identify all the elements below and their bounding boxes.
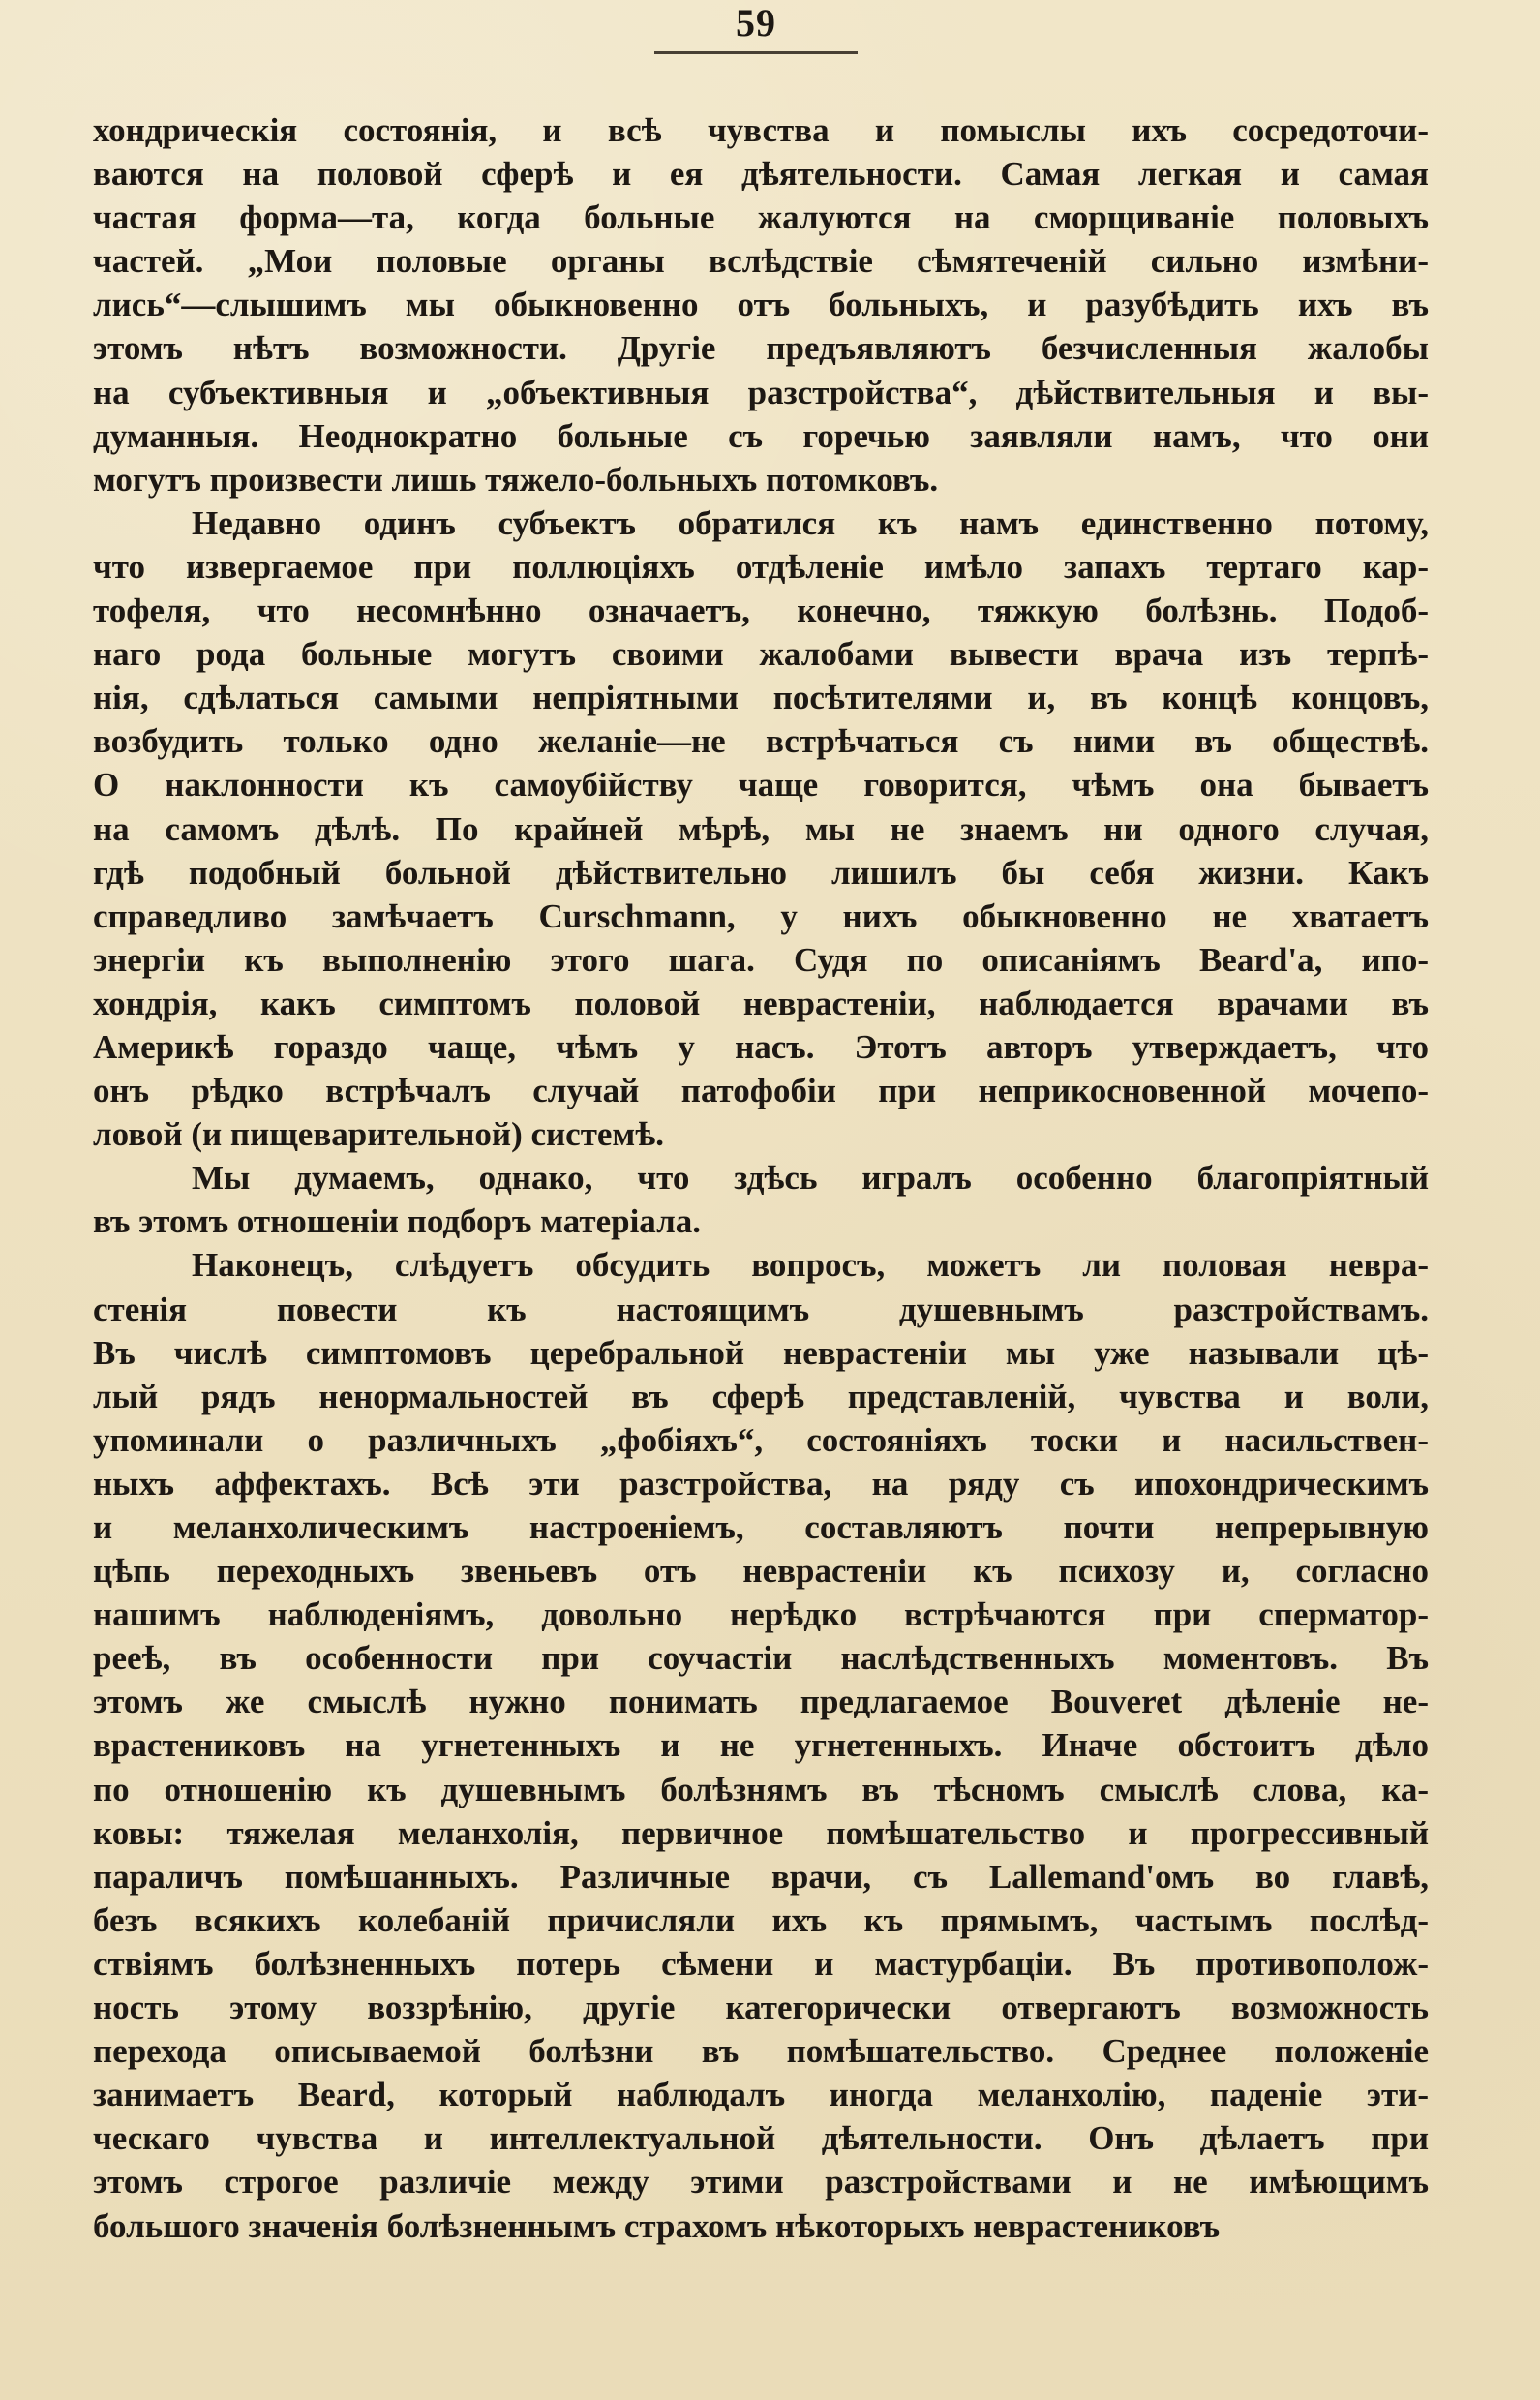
header-rule bbox=[654, 51, 858, 54]
text-line-32 bbox=[93, 1462, 1429, 1505]
text-line-45 bbox=[93, 2029, 1429, 2073]
text-line-content: хондрія, какъ симптомъ половой неврастеніи, наблюдается врачами въ bbox=[93, 984, 1429, 1022]
text-line-1 bbox=[93, 108, 1429, 152]
text-line-10 bbox=[93, 501, 1429, 545]
text-line-content: упоминали о различныхъ „фобіяхъ“, состояніяхъ тоски и насильствен- bbox=[93, 1420, 1429, 1459]
text-line-4 bbox=[93, 239, 1429, 283]
text-line-content: перехода описываемой болѣзни въ помѣшательство. Среднее положеніе bbox=[93, 2032, 1429, 2071]
text-line-content: цѣпь переходныхъ звеньевъ отъ неврастеніи къ психозу и, согласно bbox=[93, 1552, 1429, 1591]
text-line-40 bbox=[93, 1811, 1429, 1855]
text-line-38 bbox=[93, 1723, 1429, 1767]
text-line-26 bbox=[93, 1200, 1429, 1243]
text-line-3 bbox=[93, 196, 1429, 239]
text-line-16 bbox=[93, 763, 1429, 806]
text-line-44 bbox=[93, 1986, 1429, 2029]
text-line-39 bbox=[93, 1768, 1429, 1811]
text-line-48 bbox=[93, 2160, 1429, 2203]
text-line-19 bbox=[93, 895, 1429, 938]
text-line-content: ность этому воззрѣнію, другіе категорически отвергаютъ возможность bbox=[93, 1989, 1429, 2027]
text-line-content: что извергаемое при поллюціяхъ отдѣленіе имѣло запахъ тертаго кар- bbox=[93, 547, 1429, 586]
text-line-22 bbox=[93, 1025, 1429, 1069]
text-line-34 bbox=[93, 1549, 1429, 1593]
text-line-content: могутъ произвести лишь тяжело-больныхъ потомковъ. bbox=[93, 460, 939, 499]
text-line-content: ствіямъ болѣзненныхъ потерь сѣмени и мастурбаціи. Въ противополож- bbox=[93, 1944, 1429, 1983]
text-line-content: справедливо замѣчаетъ Curschmann, у нихъ обыкновенно не хватаетъ bbox=[93, 896, 1429, 935]
text-line-content: нія, сдѣлаться самыми непріятными посѣтителями и, въ концѣ концовъ, bbox=[93, 679, 1429, 717]
text-line-content: Недавно одинъ субъектъ обратился къ намъ единственно потому, bbox=[192, 503, 1429, 542]
text-line-content: параличъ помѣшанныхъ. Различные врачи, съ Lallemand'омъ во главѣ, bbox=[93, 1857, 1429, 1896]
text-line-content: тофеля, что несомнѣнно означаетъ, конечно, тяжкую болѣзнь. Подоб- bbox=[93, 592, 1429, 630]
text-line-21 bbox=[93, 982, 1429, 1025]
text-line-content: хондрическія состоянія, и всѣ чувства и помыслы ихъ сосредоточи- bbox=[93, 111, 1429, 149]
text-line-content: большого значенія болѣзненнымъ страхомъ нѣкоторыхъ неврастениковъ bbox=[93, 2206, 1221, 2245]
text-line-content: частей. „Мои половые органы вслѣдствіе сѣмятеченій сильно измѣни- bbox=[93, 242, 1429, 281]
text-line-25 bbox=[93, 1156, 1429, 1200]
text-line-11 bbox=[93, 545, 1429, 589]
page-number: 59 bbox=[736, 1, 776, 45]
text-line-content: думанныя. Неоднократно больные съ горечью заявляли намъ, что они bbox=[93, 416, 1429, 455]
text-line-content: безъ всякихъ колебаній причисляли ихъ къ прямымъ, частымъ послѣд- bbox=[93, 1900, 1429, 1939]
text-line-42 bbox=[93, 1899, 1429, 1942]
text-line-8 bbox=[93, 414, 1429, 458]
text-line-46 bbox=[93, 2073, 1429, 2116]
text-line-28 bbox=[93, 1288, 1429, 1331]
text-line-33 bbox=[93, 1505, 1429, 1549]
text-line-36 bbox=[93, 1636, 1429, 1680]
text-line-30 bbox=[93, 1375, 1429, 1418]
text-line-content: врастениковъ на угнетенныхъ и не угнетенныхъ. Иначе обстоитъ дѣло bbox=[93, 1726, 1429, 1765]
text-line-18 bbox=[93, 851, 1429, 895]
text-line-content: на субъективныя и „объективныя разстройства“, дѣйствительныя и вы- bbox=[93, 373, 1429, 411]
text-line-43 bbox=[93, 1942, 1429, 1986]
text-line-content: энергіи къ выполненію этого шага. Судя по описаніямъ Beard'а, ипо- bbox=[93, 940, 1429, 979]
text-line-content: этомъ строгое различіе между этими разстройствами и не имѣющимъ bbox=[93, 2163, 1429, 2202]
text-line-content: ковы: тяжелая меланхолія, первичное помѣшательство и прогрессивный bbox=[93, 1813, 1429, 1852]
text-line-13 bbox=[93, 632, 1429, 676]
text-line-content: лись“—слышимъ мы обыкновенно отъ больныхъ, и разубѣдить ихъ въ bbox=[93, 286, 1429, 324]
text-line-47 bbox=[93, 2116, 1429, 2160]
text-line-content: по отношенію къ душевнымъ болѣзнямъ въ тѣсномъ смыслѣ слова, ка- bbox=[93, 1770, 1429, 1808]
text-line-content: гдѣ подобный больной дѣйствительно лишилъ бы себя жизни. Какъ bbox=[93, 853, 1429, 892]
text-line-35 bbox=[93, 1593, 1429, 1636]
text-line-6 bbox=[93, 326, 1429, 370]
text-line-41 bbox=[93, 1855, 1429, 1899]
text-line-content: ловой (и пищеварительной) системѣ. bbox=[93, 1115, 665, 1154]
text-line-31 bbox=[93, 1418, 1429, 1462]
text-line-content: ческаго чувства и интеллектуальной дѣятельности. Онъ дѣлаетъ при bbox=[93, 2119, 1429, 2158]
text-line-content: Америкѣ гораздо чаще, чѣмъ у насъ. Этотъ авторъ утверждаетъ, что bbox=[93, 1027, 1429, 1066]
text-line-content: частая форма—та, когда больные жалуются на сморщиваніе половыхъ bbox=[93, 198, 1429, 237]
text-line-7 bbox=[93, 371, 1429, 414]
text-line-49 bbox=[93, 2204, 1429, 2248]
text-line-content: Наконецъ, слѣдуетъ обсудить вопросъ, можетъ ли половая невра- bbox=[192, 1246, 1429, 1285]
text-line-2 bbox=[93, 152, 1429, 196]
text-line-content: и меланхолическимъ настроеніемъ, составляютъ почти непрерывную bbox=[93, 1508, 1429, 1546]
text-line-12 bbox=[93, 589, 1429, 632]
text-line-content: наго рода больные могутъ своими жалобами вывести врача изъ терпѣ- bbox=[93, 635, 1429, 674]
text-line-content: этомъ же смыслѣ нужно понимать предлагаемое Bouveret дѣленіе не- bbox=[93, 1683, 1429, 1721]
text-line-content: реeѣ, въ особенности при соучастіи наслѣдственныхъ моментовъ. Въ bbox=[93, 1639, 1429, 1678]
text-line-content: ныхъ аффектахъ. Всѣ эти разстройства, на ряду съ ипохондрическимъ bbox=[93, 1464, 1429, 1503]
text-line-content: Мы думаемъ, однако, что здѣсь игралъ особенно благопріятный bbox=[192, 1159, 1429, 1198]
text-line-content: занимаетъ Beard, который наблюдалъ иногда меланхолію, паденіе эти- bbox=[93, 2076, 1429, 2114]
text-line-content: возбудить только одно желаніе—не встрѣчаться съ ними въ обществѣ. bbox=[93, 722, 1429, 761]
text-line-content: онъ рѣдко встрѣчалъ случай патофобіи при неприкосновенной мочепо- bbox=[93, 1072, 1429, 1110]
text-line-content: на самомъ дѣлѣ. По крайней мѣрѣ, мы не знаемъ ни одного случая, bbox=[93, 809, 1429, 848]
text-line-content: О наклонности къ самоубійству чаще говорится, чѣмъ она бываетъ bbox=[93, 766, 1429, 805]
text-line-content: лый рядъ ненормальностей въ сферѣ представленій, чувства и воли, bbox=[93, 1377, 1429, 1415]
text-line-content: въ этомъ отношеніи подборъ матеріала. bbox=[93, 1202, 701, 1241]
text-line-5 bbox=[93, 283, 1429, 326]
text-line-content: этомъ нѣтъ возможности. Другіе предъявляютъ безчисленныя жалобы bbox=[93, 329, 1429, 368]
text-line-content: ваются на половой сферѣ и ея дѣятельности. Самая легкая и самая bbox=[93, 155, 1429, 194]
text-line-content: нашимъ наблюденіямъ, довольно нерѣдко встрѣчаются при сперматор- bbox=[93, 1595, 1429, 1634]
text-line-37 bbox=[93, 1680, 1429, 1723]
body-text bbox=[93, 108, 1429, 2248]
text-line-9 bbox=[93, 458, 1429, 501]
text-line-24 bbox=[93, 1112, 1429, 1156]
text-line-14 bbox=[93, 676, 1429, 719]
text-line-29 bbox=[93, 1331, 1429, 1375]
text-line-23 bbox=[93, 1069, 1429, 1112]
text-line-content: Въ числѣ симптомовъ церебральной неврастеніи мы уже называли цѣ- bbox=[93, 1333, 1429, 1372]
text-line-17 bbox=[93, 807, 1429, 851]
text-line-27 bbox=[93, 1243, 1429, 1287]
text-line-content: стенія повести къ настоящимъ душевнымъ разстройствамъ. bbox=[93, 1290, 1429, 1328]
text-line-20 bbox=[93, 938, 1429, 982]
text-line-15 bbox=[93, 719, 1429, 763]
